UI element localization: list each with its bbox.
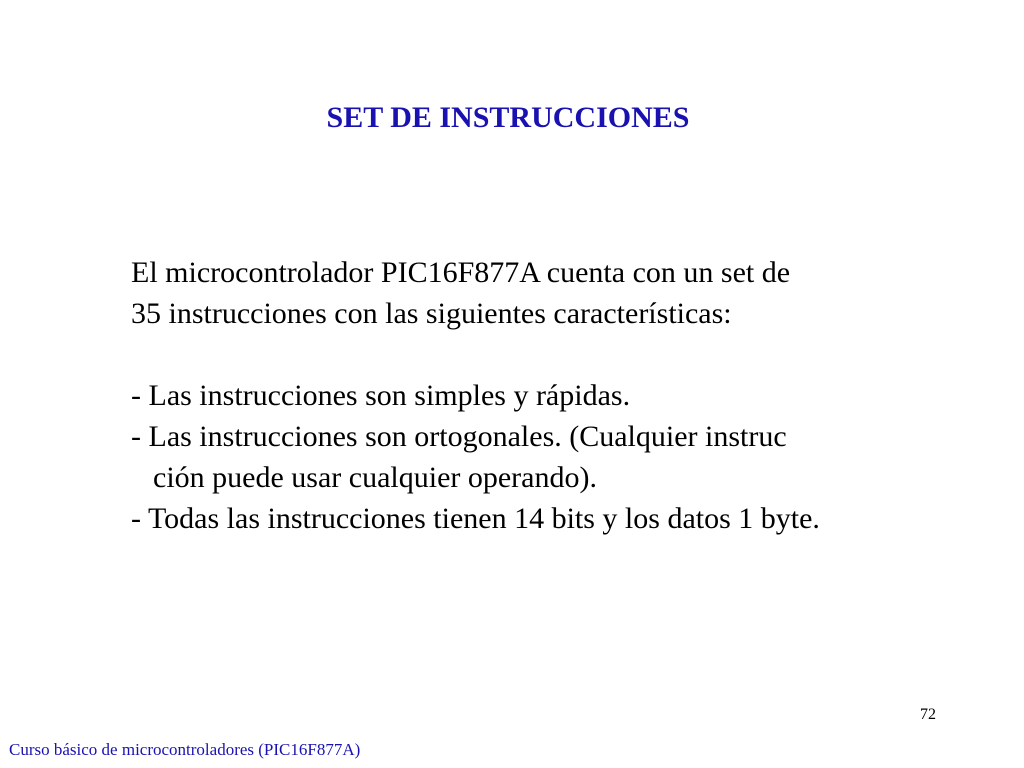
intro-line-2: 35 instrucciones con las siguientes características: [131, 297, 732, 330]
slide-body [131, 252, 981, 539]
paragraph-spacer [131, 334, 981, 375]
course-footer: Curso básico de microcontroladores (PIC16F877A) [9, 740, 361, 759]
intro-line-1: El microcontrolador PIC16F877A cuenta con un set de [131, 256, 791, 289]
bullet-orthogonal-continuation: ción puede usar cualquier operando). [153, 461, 597, 494]
bullet-simple-fast: - Las instrucciones son simples y rápidas. [131, 379, 631, 412]
bullet-word-size: - Todas las instrucciones tienen 14 bits y los datos 1 byte. [131, 502, 820, 535]
page-number: 72 [920, 706, 936, 723]
bullet-orthogonal: - Las instrucciones son ortogonales. (Cualquier instruc [131, 420, 787, 453]
slide-title: SET DE INSTRUCCIONES [326, 101, 690, 134]
